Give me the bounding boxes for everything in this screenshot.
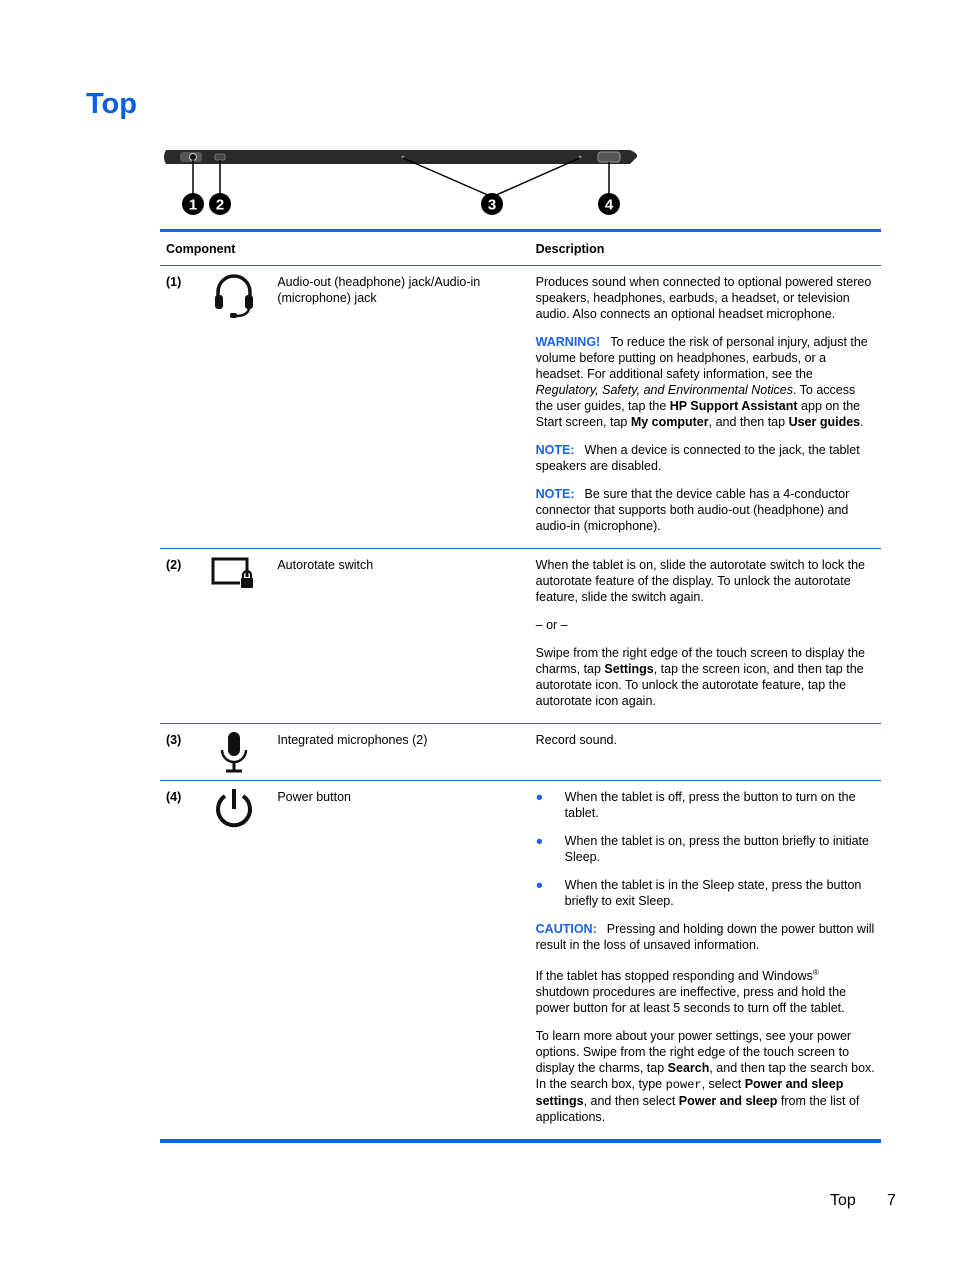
- row-number: (4): [166, 790, 182, 804]
- bullet-list: [536, 789, 875, 909]
- component-description: [530, 781, 881, 1142]
- warning-text: , and then tap: [708, 415, 789, 429]
- caution-text: Pressing and holding down the power button will result in the loss of unsaved information.: [535, 922, 875, 952]
- component-name: Integrated microphones (2): [277, 733, 428, 747]
- description-fragment: from the list of applications.: [535, 1094, 860, 1125]
- or-separator: – or –: [535, 618, 568, 632]
- description-fragment: , tap the screen icon, and then tap the autorotate icon. To unlock the autorotate feature, tap the autorotate icon again.: [535, 662, 864, 708]
- warning-text: To reduce the risk of personal injury, adjust the volume before putting on headphones, earbuds, or a headset. For additional safety information, see the: [535, 335, 868, 381]
- header-component: Component: [166, 241, 236, 256]
- footer-page-number: 7: [887, 1192, 896, 1209]
- header-description: Description: [535, 241, 605, 256]
- power-sleep-settings-term: Power and sleep settings: [535, 1077, 844, 1109]
- note-label: NOTE:: [535, 487, 575, 501]
- table-header-row: [160, 231, 881, 266]
- description-text: When the tablet is on, slide the autorotate switch to lock the autorotate feature of the display. To unlock the autorotate feature, slide the switch again.: [535, 558, 865, 604]
- settings-term: Settings: [604, 662, 654, 676]
- warning-my-computer: My computer: [630, 415, 709, 429]
- warning-text: . To access the user guides, tap the: [535, 383, 856, 413]
- typed-keyword: power: [665, 1078, 702, 1093]
- description-fragment: shutdown procedures are ineffective, press and hold the power button for at least 5 seconds to turn off the tablet.: [535, 985, 847, 1016]
- description-text: Produces sound when connected to optional powered stereo speakers, headphones, earbuds, a headset, or television audio. Also connects an optional headset microphone.: [535, 275, 872, 321]
- description-fragment: , and then tap the search box. In the search box, type: [535, 1061, 875, 1092]
- bullet-icon: ●: [535, 790, 544, 804]
- list-item: [536, 789, 875, 821]
- headset-icon: [206, 266, 272, 549]
- description-text: [536, 1028, 875, 1125]
- svg-text:3: 3: [487, 196, 497, 214]
- table-row: [160, 781, 881, 1142]
- list-item: [536, 877, 875, 909]
- svg-text:2: 2: [215, 196, 225, 214]
- warning-label: WARNING!: [535, 335, 601, 349]
- description-fragment: , select: [701, 1077, 745, 1092]
- warning-text: .: [860, 415, 864, 429]
- note: [536, 486, 875, 534]
- list-item: [536, 833, 875, 865]
- power-sleep-term: Power and sleep: [678, 1094, 778, 1109]
- tablet-top-edge-illustration: [160, 140, 650, 225]
- footer-section-label: Top: [830, 1192, 856, 1209]
- table-row: [160, 549, 881, 724]
- description-text: Record sound.: [535, 733, 617, 747]
- description-text: [536, 965, 875, 1016]
- warning-text: app on the Start screen, tap: [535, 399, 861, 429]
- page-title: Top: [86, 88, 137, 120]
- row-number: (3): [166, 733, 182, 747]
- description-fragment: If the tablet has stopped responding and Windows: [535, 969, 813, 984]
- warning-user-guides: User guides: [788, 415, 861, 429]
- bullet-icon: ●: [535, 878, 544, 892]
- description-text: [536, 645, 875, 709]
- component-name: Power button: [277, 790, 351, 804]
- search-term: Search: [667, 1061, 710, 1076]
- list-item-text: When the tablet is off, press the button to turn on the tablet.: [564, 790, 856, 820]
- component-description: [530, 724, 881, 781]
- autorotate-switch: [215, 154, 225, 160]
- component-name: Autorotate switch: [277, 558, 374, 572]
- caution-note: [536, 921, 875, 953]
- table-row: [160, 266, 881, 549]
- bullet-icon: ●: [535, 834, 544, 848]
- tablet-edge: [164, 150, 637, 164]
- row-number: (1): [166, 275, 182, 289]
- caution-label: CAUTION:: [535, 922, 597, 936]
- note-text: When a device is connected to the jack, the tablet speakers are disabled.: [535, 443, 860, 473]
- svg-text:1: 1: [188, 196, 198, 214]
- callout-1: [182, 193, 204, 215]
- power-button-shape: [598, 152, 620, 162]
- note-label: NOTE:: [535, 443, 575, 457]
- callout-4: [598, 193, 620, 215]
- microphone-icon: [206, 724, 272, 781]
- callout-2: [209, 193, 231, 215]
- component-description: [530, 549, 881, 724]
- list-item-text: When the tablet is on, press the button briefly to initiate Sleep.: [564, 834, 869, 864]
- power-icon: [206, 781, 272, 1142]
- list-item-text: When the tablet is in the Sleep state, press the button briefly to exit Sleep.: [564, 878, 862, 908]
- registered-mark: ®: [812, 968, 819, 977]
- component-table: [160, 229, 881, 1143]
- table-row: [160, 724, 881, 781]
- description-fragment: To learn more about your power settings, see your power options. Swipe from the right edge of the touch screen to display the charms, tap: [535, 1029, 852, 1076]
- component-name: Audio-out (headphone) jack/Audio-in (microphone) jack: [277, 275, 481, 305]
- svg-text:4: 4: [604, 196, 614, 214]
- callout-3: [481, 193, 503, 215]
- note: [536, 442, 875, 474]
- component-description: [530, 266, 881, 549]
- row-number: (2): [166, 558, 182, 572]
- headphone-jack: [190, 154, 197, 161]
- note-text: Be sure that the device cable has a 4-conductor connector that supports both audio-out (headphone) and audio-in (microphone).: [535, 487, 850, 533]
- warning-app-name: HP Support Assistant: [669, 399, 798, 413]
- warning-doc-title: Regulatory, Safety, and Environmental Notices: [535, 383, 793, 397]
- warning-note: [536, 334, 875, 430]
- autorotate-lock-icon: [206, 549, 272, 724]
- description-fragment: , and then select: [583, 1094, 679, 1109]
- description-fragment: Swipe from the right edge of the touch screen to display the charms, tap: [535, 646, 865, 676]
